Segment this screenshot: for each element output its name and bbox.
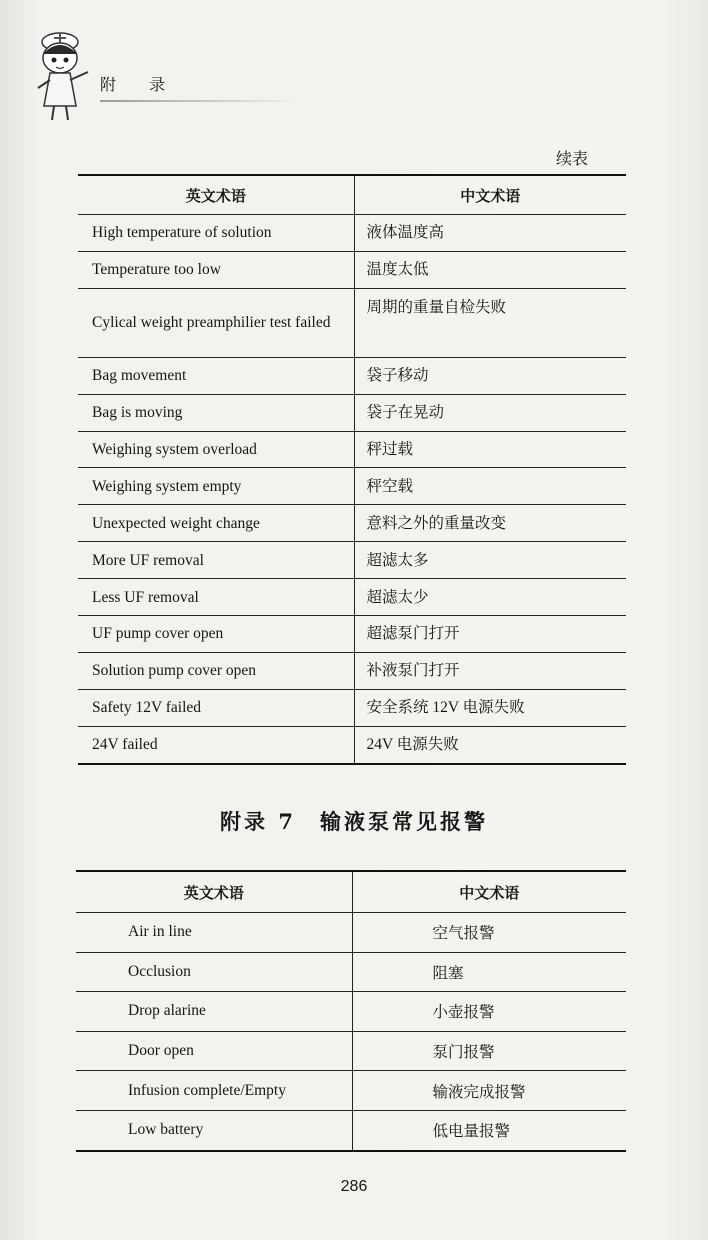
english-term: Temperature too low bbox=[78, 251, 354, 288]
english-term: UF pump cover open bbox=[78, 616, 354, 653]
table-row bbox=[76, 1031, 626, 1071]
table-row bbox=[78, 652, 626, 689]
chinese-term: 袋子移动 bbox=[354, 357, 626, 394]
table-row bbox=[78, 431, 626, 468]
table-row bbox=[78, 542, 626, 579]
table-row bbox=[78, 579, 626, 616]
table-row bbox=[78, 468, 626, 505]
chinese-term: 超滤太少 bbox=[354, 579, 626, 616]
infusion-pump-alarms-table bbox=[76, 870, 626, 1152]
chinese-term: 安全系统 12V 电源失败 bbox=[354, 689, 626, 726]
chinese-term: 输液完成报警 bbox=[352, 1071, 626, 1111]
chinese-term: 周期的重量自检失败 bbox=[354, 288, 626, 357]
header-divider bbox=[100, 100, 300, 102]
english-term: Bag movement bbox=[78, 357, 354, 394]
english-term: High temperature of solution bbox=[78, 215, 354, 252]
table-row bbox=[78, 505, 626, 542]
english-term: Less UF removal bbox=[78, 579, 354, 616]
header-english-term: 英文术语 bbox=[78, 175, 354, 215]
english-term: Door open bbox=[76, 1031, 352, 1071]
table-row bbox=[78, 616, 626, 653]
chinese-term: 秤过载 bbox=[354, 431, 626, 468]
table-row bbox=[78, 689, 626, 726]
english-term: Low battery bbox=[76, 1110, 352, 1150]
chinese-term: 秤空载 bbox=[354, 468, 626, 505]
table-row bbox=[78, 215, 626, 252]
chinese-term: 袋子在晃动 bbox=[354, 394, 626, 431]
english-term: Drop alarine bbox=[76, 992, 352, 1032]
table-row bbox=[78, 288, 626, 357]
table-header-row bbox=[78, 175, 626, 215]
page-number: 286 bbox=[340, 1178, 368, 1195]
english-term: Bag is moving bbox=[78, 394, 354, 431]
table-row bbox=[78, 251, 626, 288]
table-row bbox=[78, 394, 626, 431]
english-term: Safety 12V failed bbox=[78, 689, 354, 726]
appendix-7-title: 附录 7 输液泵常见报警 bbox=[220, 809, 488, 834]
table-header-row bbox=[76, 871, 626, 913]
header-section-label: 附 录 bbox=[100, 75, 180, 94]
nurse-cartoon-icon bbox=[30, 28, 94, 124]
english-term: More UF removal bbox=[78, 542, 354, 579]
table-row bbox=[78, 357, 626, 394]
english-term: Weighing system overload bbox=[78, 431, 354, 468]
english-term: Air in line bbox=[76, 913, 352, 953]
continued-terms-table bbox=[78, 174, 626, 765]
chinese-term: 超滤泵门打开 bbox=[354, 616, 626, 653]
chinese-term: 温度太低 bbox=[354, 251, 626, 288]
english-term: Occlusion bbox=[76, 952, 352, 992]
header-chinese-term: 中文术语 bbox=[354, 175, 626, 215]
table-row bbox=[76, 913, 626, 953]
english-term: Weighing system empty bbox=[78, 468, 354, 505]
english-term: Infusion complete/Empty bbox=[76, 1071, 352, 1111]
english-term: Solution pump cover open bbox=[78, 652, 354, 689]
english-term: 24V failed bbox=[78, 726, 354, 763]
chinese-term: 阻塞 bbox=[352, 952, 626, 992]
chinese-term: 意料之外的重量改变 bbox=[354, 505, 626, 542]
chinese-term: 泵门报警 bbox=[352, 1031, 626, 1071]
table-row bbox=[78, 726, 626, 763]
english-term: Cylical weight preamphilier test failed bbox=[78, 288, 354, 357]
chinese-term: 24V 电源失败 bbox=[354, 726, 626, 763]
chinese-term: 低电量报警 bbox=[352, 1110, 626, 1150]
table-row bbox=[76, 952, 626, 992]
chinese-term: 小壶报警 bbox=[352, 992, 626, 1032]
header-chinese-term: 中文术语 bbox=[352, 871, 626, 913]
table-row bbox=[76, 992, 626, 1032]
chinese-term: 超滤太多 bbox=[354, 542, 626, 579]
english-term: Unexpected weight change bbox=[78, 505, 354, 542]
continued-label: 续表 bbox=[556, 149, 589, 168]
table-row bbox=[76, 1110, 626, 1150]
header-english-term: 英文术语 bbox=[76, 871, 352, 913]
chinese-term: 补液泵门打开 bbox=[354, 652, 626, 689]
chinese-term: 液体温度高 bbox=[354, 215, 626, 252]
chinese-term: 空气报警 bbox=[352, 913, 626, 953]
table-row bbox=[76, 1071, 626, 1111]
